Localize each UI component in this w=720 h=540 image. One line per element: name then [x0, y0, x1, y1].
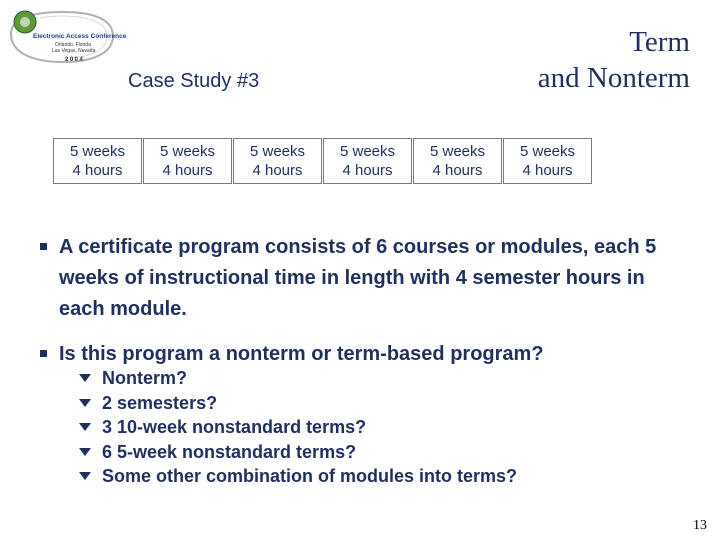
svg-text:Orlando, Florida: Orlando, Florida	[55, 42, 91, 48]
sub-bullet-text: Nonterm?	[102, 368, 187, 388]
module-hours: 4 hours	[432, 162, 483, 179]
sub-bullet-text: 3 10-week nonstandard terms?	[102, 417, 367, 437]
module-box	[143, 138, 232, 184]
module-box	[233, 138, 322, 184]
module-hours: 4 hours	[342, 162, 393, 179]
slide-title-line2: and Nonterm	[537, 62, 690, 94]
bullet-text: Is this program a nonterm or term-based program?	[59, 343, 544, 365]
slide-title-line1: Term	[629, 26, 690, 58]
triangle-down-icon	[78, 446, 102, 458]
sub-bullet-item	[78, 391, 517, 416]
triangle-down-icon	[78, 372, 102, 384]
sub-bullet-item	[78, 464, 517, 489]
sub-bullet-item	[78, 366, 517, 391]
page-number: 13	[693, 518, 707, 533]
svg-text:2004: 2004	[65, 57, 85, 63]
sub-bullet-text: 6 5-week nonstandard terms?	[102, 441, 357, 462]
bullet-text: A certificate program consists of 6 courses or modules, each 5 weeks of instructional time in length with 4 semester hours in each module.	[59, 236, 657, 320]
triangle-down-icon	[78, 397, 102, 409]
module-hours: 4 hours	[162, 162, 213, 179]
svg-text:Electronic Access Conference: Electronic Access Conference	[33, 33, 127, 40]
triangle-down-icon	[78, 421, 102, 433]
module-weeks: 5 weeks	[159, 143, 216, 160]
module-box	[503, 138, 592, 184]
sub-bullet-list	[78, 366, 517, 489]
conference-logo	[3, 4, 127, 66]
bullet-item	[39, 232, 689, 325]
module-hours: 4 hours	[72, 162, 123, 179]
sub-bullet-item	[78, 415, 517, 440]
slide-title	[538, 24, 690, 96]
sub-bullet-text: 2 semesters?	[102, 392, 218, 413]
triangle-down-icon	[78, 470, 102, 482]
module-weeks: 5 weeks	[69, 143, 126, 160]
module-weeks: 5 weeks	[339, 143, 396, 160]
module-weeks: 5 weeks	[249, 143, 306, 160]
sub-bullet-text: Some other combination of modules into terms?	[102, 466, 518, 486]
square-bullet-icon	[39, 232, 59, 325]
square-bullet-icon	[39, 339, 59, 381]
module-weeks: 5 weeks	[429, 143, 486, 160]
module-box	[413, 138, 502, 184]
sub-bullet-item	[78, 440, 517, 465]
case-study-label: Case Study #3	[128, 70, 260, 92]
module-boxes	[53, 138, 593, 184]
module-hours: 4 hours	[252, 162, 303, 179]
svg-text:Las Vegas, Nevada: Las Vegas, Nevada	[52, 48, 96, 54]
module-box	[53, 138, 142, 184]
module-hours: 4 hours	[522, 162, 573, 179]
module-weeks: 5 weeks	[519, 143, 576, 160]
module-box	[323, 138, 412, 184]
